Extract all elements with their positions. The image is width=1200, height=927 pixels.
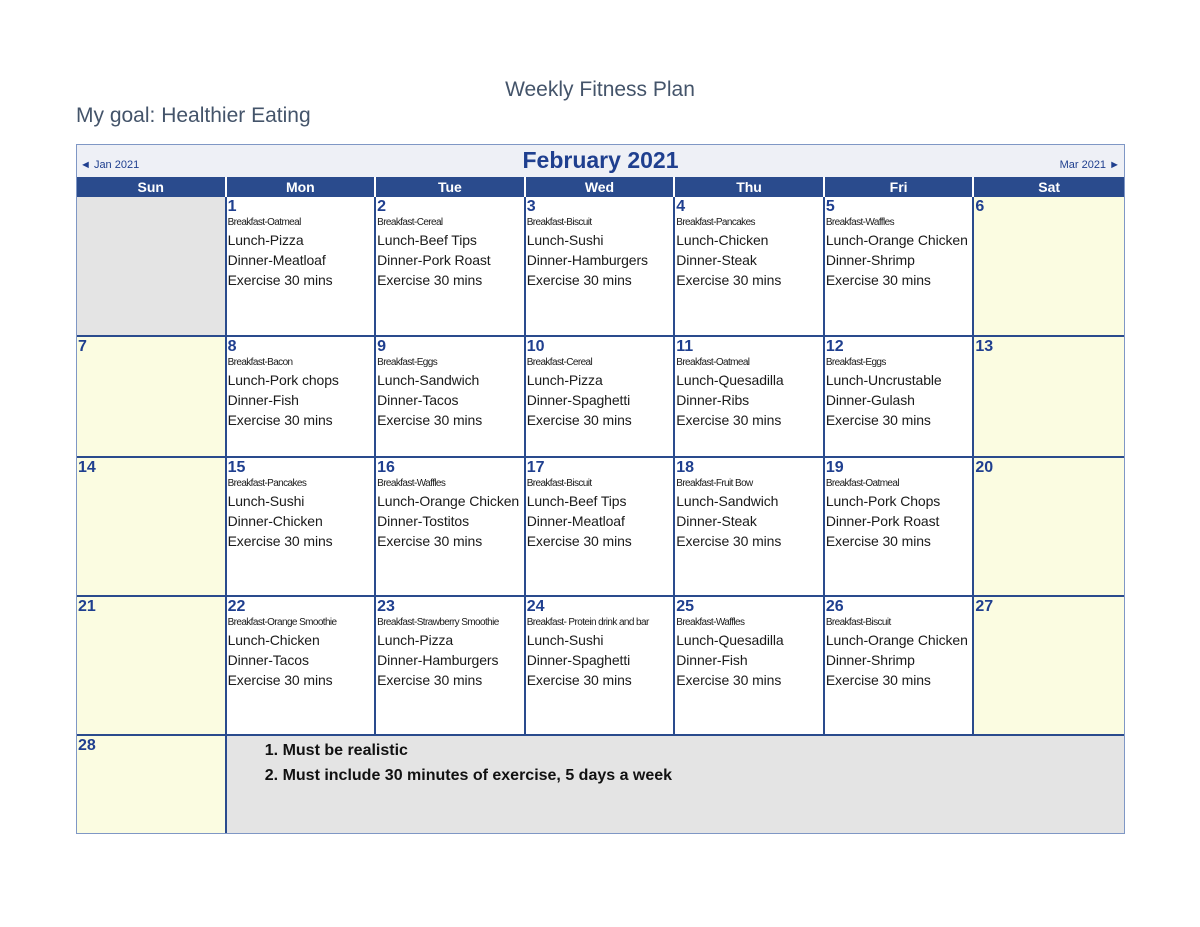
breakfast-entry: Breakfast-Eggs [825, 357, 886, 368]
day-number: 12 [825, 338, 844, 355]
day-number: 7 [78, 338, 87, 355]
lunch-entry: Lunch-Orange Chicken [377, 493, 520, 509]
lunch-entry: Lunch-Sandwich [377, 372, 480, 388]
weekday-sun: Sun [77, 177, 227, 197]
day-cell[interactable] [526, 595, 676, 734]
dinner-entry: Dinner-Meatloaf [227, 252, 326, 268]
lunch-entry: Lunch-Sandwich [676, 493, 779, 509]
breakfast-entry: Breakfast-Eggs [377, 357, 438, 368]
breakfast-entry: Breakfast-Biscuit [526, 217, 592, 228]
day-cell[interactable] [227, 197, 377, 335]
document-title: Weekly Fitness Plan [505, 78, 695, 101]
month-title: February 2021 [522, 147, 679, 173]
dinner-entry: Dinner-Gulash [825, 392, 915, 408]
day-cell[interactable] [77, 456, 227, 595]
breakfast-entry: Breakfast-Orange Smoothie [227, 617, 337, 628]
day-number: 14 [78, 459, 96, 476]
exercise-entry: Exercise 30 mins [825, 672, 931, 688]
breakfast-entry: Breakfast-Waffles [825, 217, 894, 228]
exercise-entry: Exercise 30 mins [227, 672, 333, 688]
day-number: 2 [377, 198, 387, 215]
weekday-header-row [77, 177, 1124, 197]
lunch-entry: Lunch-Pizza [377, 632, 454, 648]
note-item: 2. Must include 30 minutes of exercise, 5 days a week [283, 763, 1124, 788]
weekday-sat: Sat [974, 177, 1124, 197]
exercise-entry: Exercise 30 mins [377, 412, 483, 428]
week-row [77, 335, 1124, 456]
day-cell[interactable] [526, 335, 676, 456]
day-number: 3 [526, 198, 536, 215]
breakfast-entry: Breakfast-Waffles [676, 617, 745, 628]
dinner-entry: Dinner-Tacos [227, 652, 309, 668]
breakfast-entry: Breakfast-Bacon [227, 357, 293, 368]
breakfast-entry: Breakfast-Fruit Bow [676, 478, 753, 489]
exercise-entry: Exercise 30 mins [676, 672, 782, 688]
exercise-entry: Exercise 30 mins [227, 412, 333, 428]
day-cell[interactable] [974, 335, 1124, 456]
dinner-entry: Dinner-Steak [676, 252, 757, 268]
breakfast-entry: Breakfast-Cereal [377, 217, 443, 228]
lunch-entry: Lunch-Sushi [526, 232, 604, 248]
exercise-entry: Exercise 30 mins [377, 672, 483, 688]
dinner-entry: Dinner-Chicken [227, 513, 323, 529]
day-cell[interactable] [974, 456, 1124, 595]
dinner-entry: Dinner-Tostitos [377, 513, 469, 529]
lunch-entry: Lunch-Sushi [227, 493, 305, 509]
exercise-entry: Exercise 30 mins [377, 533, 483, 549]
day-cell[interactable] [675, 595, 825, 734]
empty-day-cell[interactable] [77, 197, 227, 335]
day-number: 18 [676, 459, 695, 476]
goal-heading: My goal: Healthier Eating [76, 104, 311, 127]
next-month-link[interactable]: Mar 2021 ► [1059, 159, 1120, 171]
month-header [77, 145, 1124, 177]
day-cell[interactable] [77, 595, 227, 734]
previous-month-link[interactable]: ◄ Jan 2021 [80, 159, 140, 171]
lunch-entry: Lunch-Uncrustable [825, 372, 942, 388]
day-number: 19 [825, 459, 844, 476]
breakfast-entry: Breakfast-Pancakes [676, 217, 755, 228]
day-cell[interactable] [825, 595, 975, 734]
weekday-fri: Fri [825, 177, 975, 197]
day-number: 23 [377, 598, 395, 615]
dinner-entry: Dinner-Spaghetti [526, 392, 631, 408]
dinner-entry: Dinner-Hamburgers [526, 252, 648, 268]
lunch-entry: Lunch-Quesadilla [676, 632, 784, 648]
day-cell[interactable] [376, 456, 526, 595]
calendar [76, 144, 1125, 834]
day-cell[interactable] [376, 197, 526, 335]
day-cell[interactable] [825, 197, 975, 335]
lunch-entry: Lunch-Sushi [526, 632, 604, 648]
weekday-mon: Mon [227, 177, 377, 197]
breakfast-entry: Breakfast-Waffles [377, 478, 446, 489]
day-number: 26 [825, 598, 844, 615]
breakfast-entry: Breakfast- Protein drink and bar [526, 617, 649, 628]
day-cell[interactable] [526, 456, 676, 595]
dinner-entry: Dinner-Steak [676, 513, 757, 529]
dinner-entry: Dinner-Hamburgers [377, 652, 499, 668]
note-item: 1. Must be realistic [283, 738, 1124, 763]
exercise-entry: Exercise 30 mins [526, 272, 632, 288]
day-number: 4 [676, 198, 686, 215]
breakfast-entry: Breakfast-Oatmeal [227, 217, 301, 228]
dinner-entry: Dinner-Pork Roast [825, 513, 940, 529]
day-cell[interactable] [376, 595, 526, 734]
calendar-grid [77, 197, 1124, 833]
notes-list [255, 738, 1124, 788]
exercise-entry: Exercise 30 mins [676, 272, 782, 288]
day-cell[interactable] [526, 197, 676, 335]
day-cell[interactable] [974, 595, 1124, 734]
week-row [77, 456, 1124, 595]
week-row [77, 595, 1124, 734]
breakfast-entry: Breakfast-Strawberry Smoothie [377, 617, 499, 628]
day-number: 10 [526, 338, 545, 355]
exercise-entry: Exercise 30 mins [676, 533, 782, 549]
day-number: 24 [526, 598, 545, 615]
day-cell[interactable] [227, 335, 377, 456]
day-number: 21 [78, 598, 96, 615]
day-number: 9 [377, 338, 387, 355]
day-number: 16 [377, 459, 395, 476]
dinner-entry: Dinner-Shrimp [825, 252, 915, 268]
lunch-entry: Lunch-Pork Chops [825, 493, 941, 509]
breakfast-entry: Breakfast-Oatmeal [825, 478, 899, 489]
exercise-entry: Exercise 30 mins [825, 272, 931, 288]
lunch-entry: Lunch-Pizza [526, 372, 603, 388]
lunch-entry: Lunch-Pizza [227, 232, 304, 248]
day-cell[interactable] [77, 335, 227, 456]
breakfast-entry: Breakfast-Cereal [526, 357, 593, 368]
day-number: 1 [227, 198, 237, 215]
day-number: 8 [227, 338, 237, 355]
dinner-entry: Dinner-Shrimp [825, 652, 915, 668]
day-cell[interactable] [825, 335, 975, 456]
exercise-entry: Exercise 30 mins [676, 412, 782, 428]
day-number: 22 [227, 598, 246, 615]
day-cell[interactable] [825, 456, 975, 595]
lunch-entry: Lunch-Beef Tips [526, 493, 627, 509]
day-cell[interactable] [675, 335, 825, 456]
breakfast-entry: Breakfast-Biscuit [526, 478, 592, 489]
day-number: 6 [975, 198, 985, 215]
day-number: 20 [975, 459, 994, 476]
day-number: 11 [676, 338, 694, 355]
week-row [77, 197, 1124, 335]
exercise-entry: Exercise 30 mins [526, 412, 632, 428]
lunch-entry: Lunch-Beef Tips [377, 232, 477, 248]
day-number: 27 [975, 598, 994, 615]
exercise-entry: Exercise 30 mins [526, 672, 632, 688]
weekday-thu: Thu [675, 177, 825, 197]
day-cell[interactable] [675, 456, 825, 595]
day-cell[interactable] [675, 197, 825, 335]
exercise-entry: Exercise 30 mins [227, 533, 333, 549]
dinner-entry: Dinner-Fish [227, 392, 299, 408]
exercise-entry: Exercise 30 mins [825, 412, 931, 428]
week-row [77, 734, 1124, 833]
day-number: 28 [78, 737, 96, 754]
day-cell[interactable] [376, 335, 526, 456]
breakfast-entry: Breakfast-Biscuit [825, 617, 891, 628]
day-number: 13 [975, 338, 994, 355]
lunch-entry: Lunch-Chicken [227, 632, 320, 648]
lunch-entry: Lunch-Pork chops [227, 372, 339, 388]
dinner-entry: Dinner-Pork Roast [377, 252, 491, 268]
lunch-entry: Lunch-Chicken [676, 232, 769, 248]
exercise-entry: Exercise 30 mins [526, 533, 632, 549]
dinner-entry: Dinner-Meatloaf [526, 513, 625, 529]
dinner-entry: Dinner-Spaghetti [526, 652, 631, 668]
day-cell[interactable] [974, 197, 1124, 335]
exercise-entry: Exercise 30 mins [227, 272, 333, 288]
dinner-entry: Dinner-Tacos [377, 392, 459, 408]
lunch-entry: Lunch-Orange Chicken [825, 232, 968, 248]
day-number: 17 [526, 459, 545, 476]
lunch-entry: Lunch-Quesadilla [676, 372, 784, 388]
day-cell[interactable] [227, 595, 377, 734]
breakfast-entry: Breakfast-Pancakes [227, 478, 307, 489]
day-cell[interactable] [77, 734, 227, 833]
lunch-entry: Lunch-Orange Chicken [825, 632, 968, 648]
dinner-entry: Dinner-Ribs [676, 392, 750, 408]
exercise-entry: Exercise 30 mins [825, 533, 931, 549]
breakfast-entry: Breakfast-Oatmeal [676, 357, 750, 368]
day-number: 25 [676, 598, 695, 615]
notes-area [227, 734, 1124, 833]
exercise-entry: Exercise 30 mins [377, 272, 483, 288]
day-number: 15 [227, 459, 246, 476]
weekday-tue: Tue [376, 177, 526, 197]
day-cell[interactable] [227, 456, 377, 595]
weekday-wed: Wed [526, 177, 676, 197]
day-number: 5 [825, 198, 835, 215]
dinner-entry: Dinner-Fish [676, 652, 748, 668]
